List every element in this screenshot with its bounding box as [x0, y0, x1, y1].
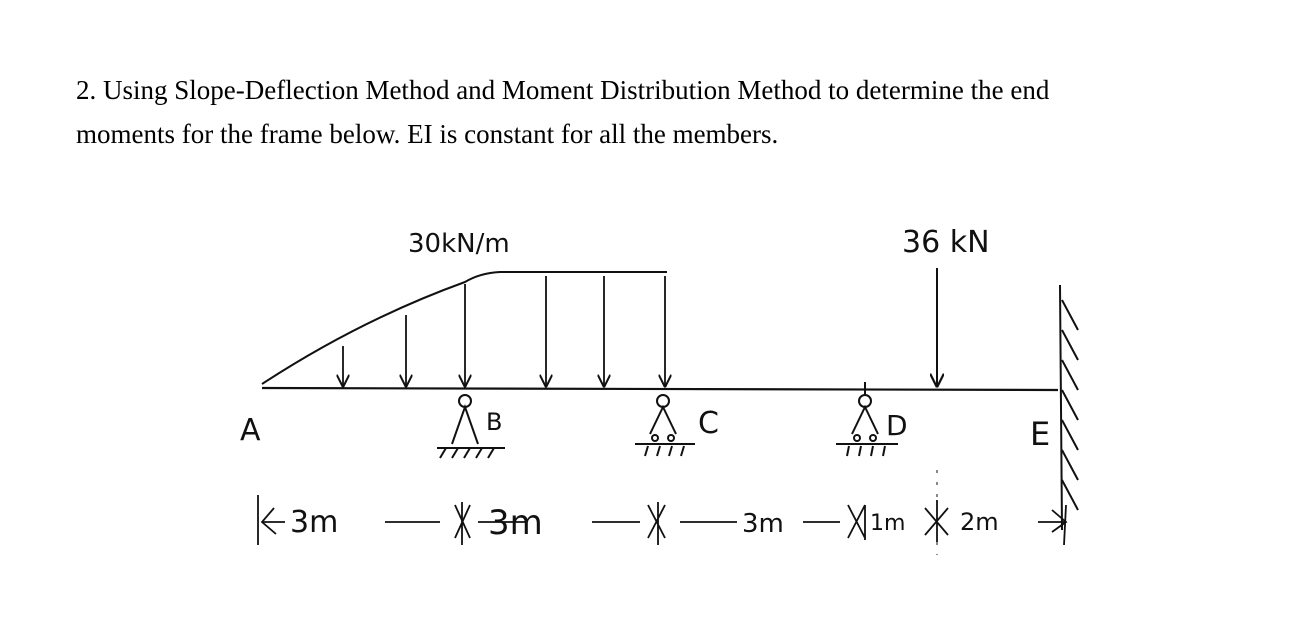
node-c-label: C [698, 406, 719, 441]
span-label-ab: 3m [290, 505, 339, 540]
point-load-label: 36 kN [902, 225, 990, 260]
node-e-label: E [1030, 415, 1051, 453]
span-label-cd: 3m [742, 509, 784, 539]
support-c-roller [635, 395, 695, 456]
span-label-load-e: 2m [960, 508, 999, 536]
node-d-label: D [886, 409, 908, 442]
problem-line-2: moments for the frame below. EI is constant for all the members. [76, 119, 779, 149]
span-label-bc: 3m [488, 503, 543, 543]
node-b-label: B [486, 408, 503, 436]
node-a-label: A [240, 413, 261, 448]
span-label-d-load: 1m [870, 511, 906, 536]
beam-line [262, 388, 1058, 390]
distributed-load-label: 30kN/m [408, 229, 510, 259]
fixed-support-e [1060, 285, 1078, 530]
distributed-load-arrows [343, 276, 665, 386]
dimension-line [258, 495, 1066, 545]
problem-line-1: 2. Using Slope-Deflection Method and Moment Distribution Method to determine the end [76, 75, 1050, 105]
